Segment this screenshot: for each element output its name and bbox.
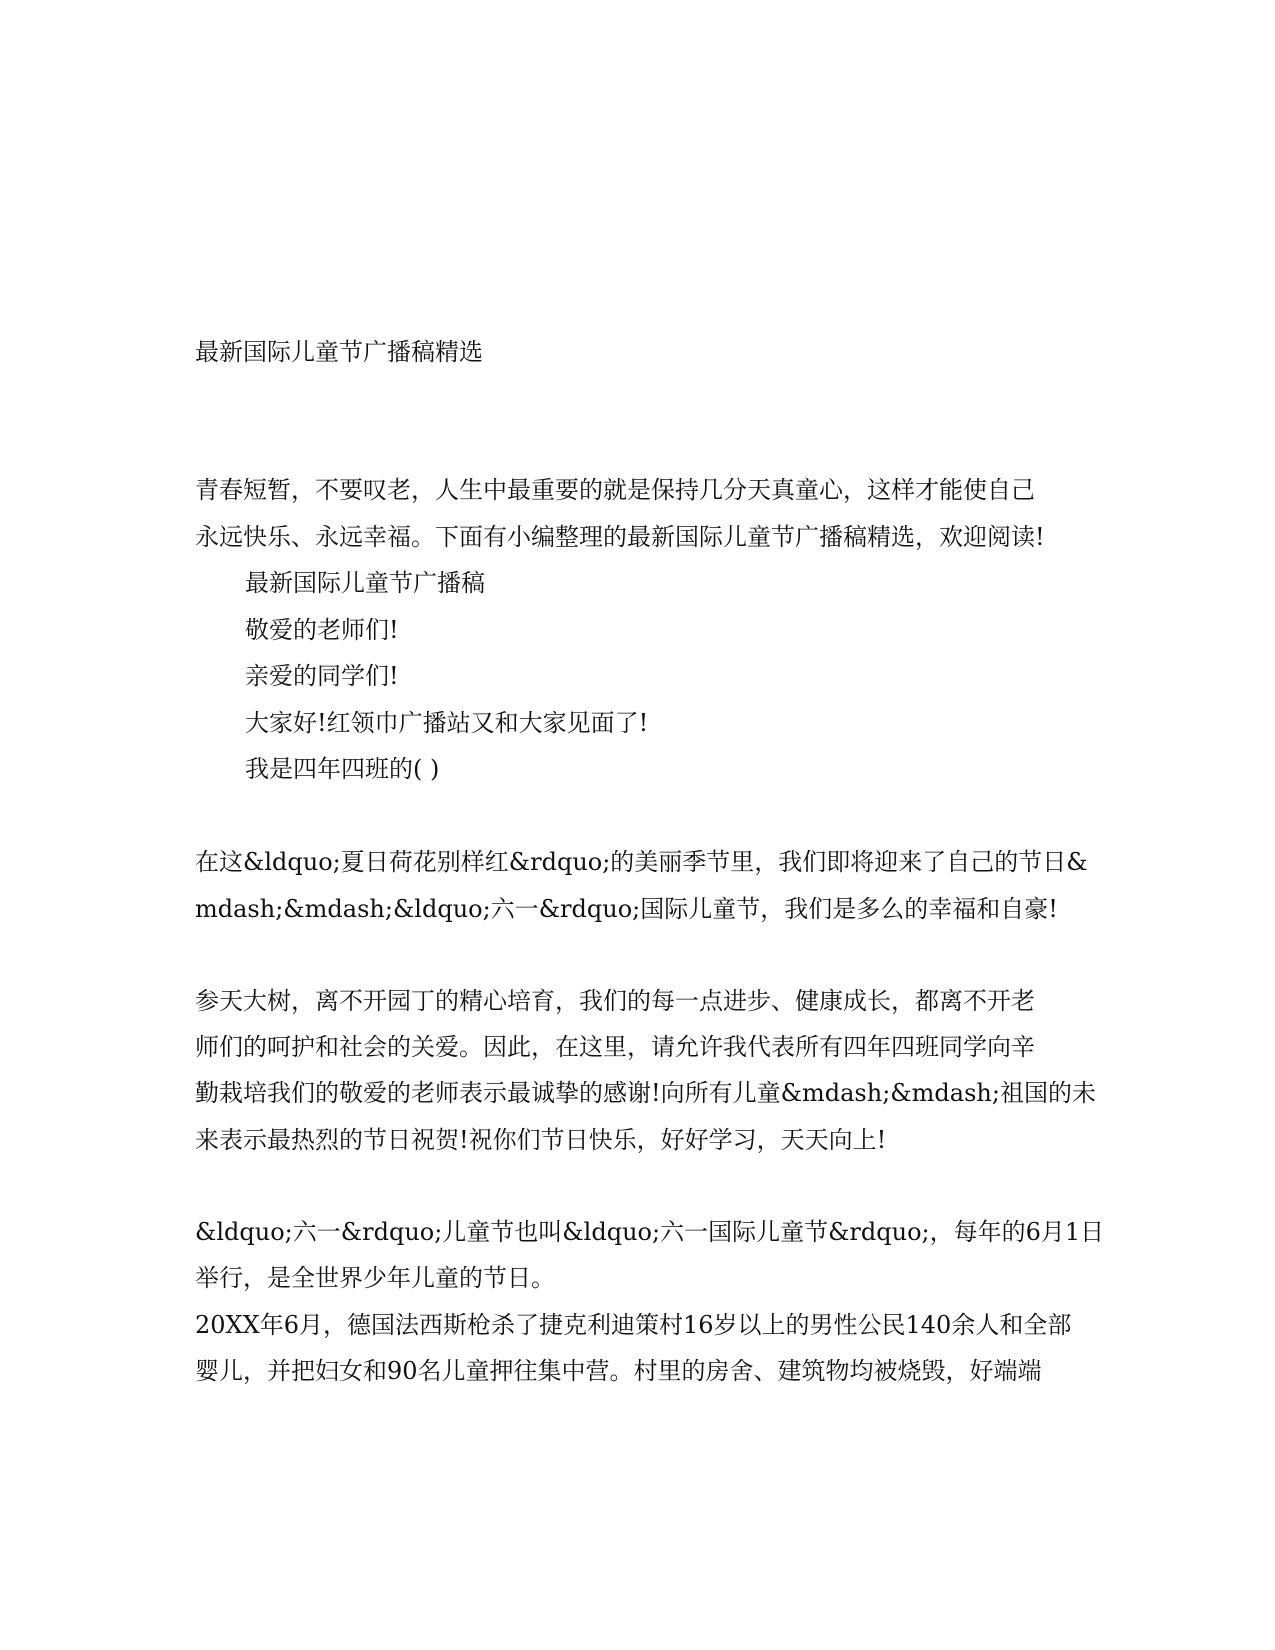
- indented-line-2: 敬爱的老师们!: [245, 616, 399, 644]
- indented-line-1: 最新国际儿童节广播稿: [245, 569, 485, 597]
- paragraph-3-line-1: &ldquo;六一&rdquo;儿童节也叫&ldquo;六一国际儿童节&rdquo;，每年的6月1日: [195, 1218, 1105, 1246]
- paragraph-2-line-2: 师们的呵护和社会的关爱。因此，在这里，请允许我代表所有四年四班同学向辛: [195, 1033, 1035, 1061]
- paragraph-3-line-3: 20XX年6月，德国法西斯枪杀了捷克利迪策村16岁以上的男性公民140余人和全部: [195, 1311, 1072, 1339]
- paragraph-3-line-2: 举行，是全世界少年儿童的节日。: [195, 1264, 555, 1292]
- indented-line-5: 我是四年四班的( ): [245, 755, 440, 783]
- paragraph-1-line-1: 在这&ldquo;夏日荷花别样红&rdquo;的美丽季节里，我们即将迎来了自己的节日&: [195, 848, 1088, 876]
- paragraph-3-line-4: 婴儿，并把妇女和90名儿童押往集中营。村里的房舍、建筑物均被烧毁，好端端: [195, 1357, 1042, 1385]
- paragraph-2-line-3: 勤栽培我们的敬爱的老师表示最诚挚的感谢!向所有儿童&mdash;&mdash;祖国的未: [195, 1079, 1096, 1107]
- intro-line-1: 青春短暂，不要叹老，人生中最重要的就是保持几分天真童心，这样才能使自己: [195, 476, 1035, 504]
- paragraph-1-line-2: mdash;&mdash;&ldquo;六一&rdquo;国际儿童节，我们是多么的幸福和自豪!: [195, 895, 1058, 923]
- indented-line-4: 大家好!红领巾广播站又和大家见面了!: [245, 709, 649, 737]
- paragraph-2-line-1: 参天大树，离不开园丁的精心培育，我们的每一点进步、健康成长，都离不开老: [195, 987, 1035, 1015]
- indented-line-3: 亲爱的同学们!: [245, 662, 399, 690]
- document-title: 最新国际儿童节广播稿精选: [195, 338, 483, 366]
- intro-line-2: 永远快乐、永远幸福。下面有小编整理的最新国际儿童节广播稿精选，欢迎阅读!: [195, 523, 1045, 551]
- paragraph-2-line-4: 来表示最热烈的节日祝贺!祝你们节日快乐，好好学习，天天向上!: [195, 1126, 887, 1154]
